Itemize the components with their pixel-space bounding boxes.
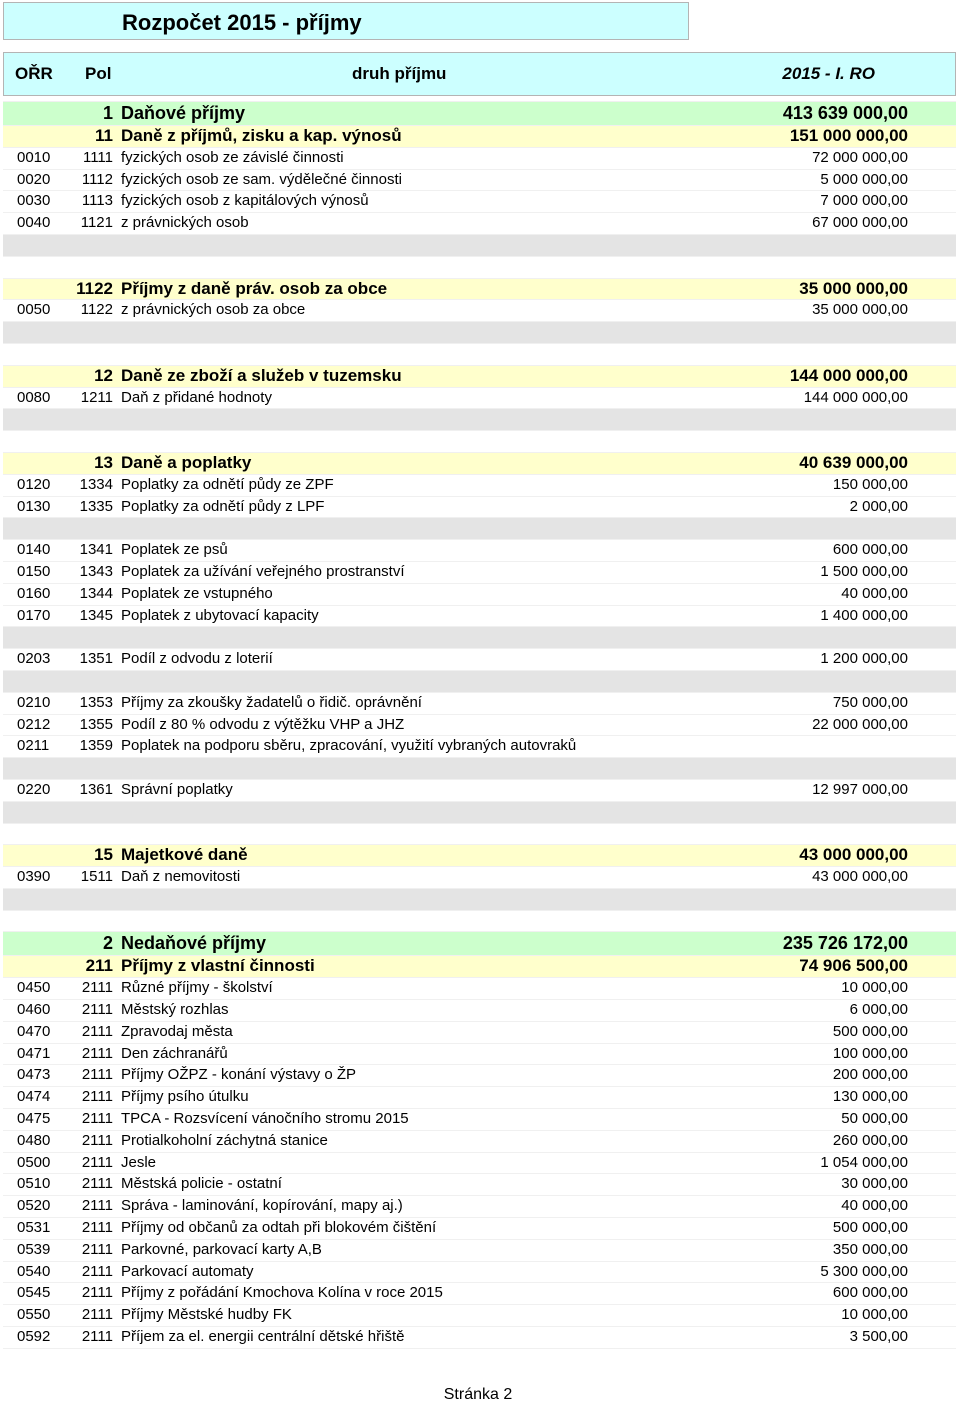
pol-cell: 2111 [81,1262,113,1280]
amount-cell: 2 000,00 [849,497,908,515]
pol-cell: 1343 [79,562,113,580]
table-row [3,475,956,497]
druh-cell: Městská policie - ostatní [121,1175,282,1193]
druh-cell: Městský rozhlas [121,1001,229,1019]
amount-cell: 35 000 000,00 [812,301,908,319]
amount-cell: 40 639 000,00 [799,452,908,472]
table-row [3,1065,956,1087]
amount-cell: 67 000 000,00 [812,214,908,232]
druh-cell: z právnických osob za obce [121,301,306,319]
separator-row [3,322,956,344]
druh-cell: Daně a poplatky [121,452,252,472]
ord-cell: 0520 [17,1197,51,1215]
druh-cell: Den záchranářů [121,1044,228,1062]
druh-cell: Příjmy z pořádání Kmochova Kolína v roce 2015 [121,1284,443,1302]
table-row [3,1283,956,1305]
ord-cell: 0212 [17,715,51,733]
amount-cell: 50 000,00 [841,1110,908,1128]
amount-cell: 10 000,00 [841,979,908,997]
druh-cell: TPCA - Rozsvícení vánočního stromu 2015 [121,1110,409,1128]
subtotal-row [3,453,956,475]
ord-cell: 0471 [17,1044,51,1062]
header-ro: 2015 - I. RO [782,64,875,83]
druh-cell: Správní poplatky [121,780,233,798]
pol-cell: 1122 [80,301,113,319]
druh-cell: Protialkoholní záchytná stanice [121,1131,328,1149]
druh-cell: Majetkové daně [121,845,248,865]
pol-cell: 1334 [79,475,113,493]
pol-cell: 2111 [81,979,113,997]
table-row [3,388,956,410]
ord-cell: 0539 [17,1240,51,1258]
druh-cell: Příjmy z daně práv. osob za obce [121,278,388,298]
amount-cell: 144 000 000,00 [789,365,908,385]
pol-cell: 1111 [82,148,113,166]
druh-cell: Podíl z odvodu z loterií [121,650,273,668]
druh-cell: Poplatek za užívání veřejného prostranství [121,562,405,580]
ord-cell: 0160 [17,584,51,602]
ord-cell: 0220 [17,780,51,798]
druh-cell: Příjmy od občanů za odtah při blokovém čištění [121,1219,437,1237]
page-title: Rozpočet 2015 - příjmy [122,10,362,35]
amount-cell: 5 300 000,00 [820,1262,908,1280]
header-druh: druh příjmu [352,64,447,83]
blank-row [3,911,956,933]
separator-row [3,889,956,911]
pol-cell: 1112 [81,170,113,188]
pol-cell: 15 [94,845,113,865]
druh-cell: fyzických osob ze sam. výdělečné činnosti [121,170,402,188]
druh-cell: Nedaňové příjmy [121,933,267,954]
table-row [3,584,956,606]
table-row [3,540,956,562]
amount-cell: 600 000,00 [832,541,908,559]
druh-cell: fyzických osob z kapitálových výnosů [121,192,369,210]
pol-cell: 2111 [81,1110,113,1128]
subtotal-row [3,366,956,388]
amount-cell: 40 000,00 [841,584,908,602]
header-ord: OŘR [15,64,53,83]
major-total-row [3,102,956,126]
table-row [3,867,956,889]
ord-cell: 0531 [17,1219,51,1237]
pol-cell: 2111 [81,1306,113,1324]
pol-cell: 1335 [79,497,113,515]
pol-cell: 2111 [81,1044,113,1062]
table-row [3,191,956,213]
pol-cell: 2111 [81,1219,113,1237]
druh-cell: Jesle [121,1153,157,1171]
table-row [3,497,956,519]
amount-cell: 3 500,00 [849,1328,908,1346]
amount-cell: 5 000 000,00 [820,170,908,188]
amount-cell: 500 000,00 [832,1022,908,1040]
amount-cell: 1 400 000,00 [820,606,908,624]
separator-row [3,235,956,257]
ord-cell: 0390 [17,868,51,886]
amount-cell: 151 000 000,00 [789,126,908,145]
ord-cell: 0170 [17,606,51,624]
table-row [3,213,956,235]
pol-cell: 13 [94,452,113,472]
druh-cell: Poplatek z ubytovací kapacity [121,606,319,624]
ord-cell: 0080 [17,388,51,406]
pol-cell: 1355 [79,715,113,733]
druh-cell: Příjmy z vlastní činnosti [121,956,315,976]
blank-row [3,824,956,846]
pol-cell: 2111 [81,1153,113,1171]
subtotal-row [3,956,956,978]
amount-cell: 750 000,00 [832,693,908,711]
amount-cell: 1 054 000,00 [820,1153,908,1171]
druh-cell: z právnických osob [121,214,249,232]
ord-cell: 0540 [17,1262,51,1280]
ord-cell: 0010 [17,148,51,166]
page-number: Stránka 2 [443,1386,513,1403]
pol-cell: 2111 [81,1022,113,1040]
ord-cell: 0050 [17,301,51,319]
ord-cell: 0460 [17,1001,51,1019]
separator-row [3,671,956,693]
pol-cell: 2111 [81,1175,113,1193]
druh-cell: Zpravodaj města [121,1022,233,1040]
header-pol: Pol [85,64,112,83]
amount-cell: 10 000,00 [841,1306,908,1324]
ord-cell: 0510 [17,1175,51,1193]
pol-cell: 2111 [81,1240,113,1258]
druh-cell: Různé příjmy - školství [121,979,273,997]
blank-row [3,431,956,453]
pol-cell: 1211 [80,388,113,406]
blank-row [3,257,956,279]
pol-cell: 1511 [80,868,113,886]
table-row [3,1153,956,1175]
amount-cell: 200 000,00 [832,1066,908,1084]
table-row [3,1022,956,1044]
amount-cell: 144 000 000,00 [803,388,908,406]
druh-cell: Poplatky za odnětí půdy ze ZPF [121,475,334,493]
druh-cell: Parkovné, parkovací karty A,B [121,1240,322,1258]
druh-cell: Poplatek ze psů [121,541,228,559]
table-row [3,715,956,737]
amount-cell: 1 500 000,00 [820,562,908,580]
pol-cell: 11 [95,126,113,145]
amount-cell: 600 000,00 [832,1284,908,1302]
table-row [3,1131,956,1153]
druh-cell: Příjem za el. energii centrální dětské hřiště [121,1328,405,1346]
amount-cell: 6 000,00 [849,1001,908,1019]
pol-cell: 1113 [81,192,113,210]
ord-cell: 0120 [17,475,51,493]
separator-row [3,758,956,780]
amount-cell: 235 726 172,00 [782,933,908,954]
druh-cell: Podíl z 80 % odvodu z výtěžku VHP a JHZ [121,715,405,733]
ord-cell: 0500 [17,1153,51,1171]
druh-cell: Příjmy psího útulku [121,1088,249,1106]
table-row [3,1044,956,1066]
table-row [3,148,956,170]
pol-cell: 1344 [79,584,113,602]
druh-cell: Daň z nemovitosti [121,868,241,886]
amount-cell: 12 997 000,00 [812,780,908,798]
table-row [3,1305,956,1327]
amount-cell: 260 000,00 [832,1131,908,1149]
table-row [3,1218,956,1240]
ord-cell: 0040 [17,214,51,232]
budget-table [3,96,956,1349]
ord-cell: 0592 [17,1328,51,1346]
pol-cell: 1 [102,103,113,123]
table-row [3,1327,956,1349]
table-row [3,1109,956,1131]
pol-cell: 1361 [79,780,113,798]
page-footer [0,1386,960,1404]
druh-cell: Daň z přidané hodnoty [121,388,272,406]
amount-cell: 100 000,00 [832,1044,908,1062]
ord-cell: 0450 [17,979,51,997]
ord-cell: 0475 [17,1110,51,1128]
ord-cell: 0030 [17,192,51,210]
pol-cell: 1341 [79,541,113,559]
pol-cell: 12 [94,365,113,385]
amount-cell: 350 000,00 [832,1240,908,1258]
ord-cell: 0020 [17,170,51,188]
amount-cell: 150 000,00 [832,475,908,493]
druh-cell: Daně z příjmů, zisku a kap. výnosů [121,126,402,145]
table-row [3,300,956,322]
pol-cell: 2111 [81,1197,113,1215]
pol-cell: 2111 [81,1328,113,1346]
table-row [3,736,956,758]
amount-cell: 30 000,00 [841,1175,908,1193]
druh-cell: Poplatek na podporu sběru, zpracování, využití vybraných autovraků [121,737,577,755]
table-row [3,170,956,192]
amount-cell: 74 906 500,00 [799,956,908,976]
table-row [3,1240,956,1262]
amount-cell: 22 000 000,00 [812,715,908,733]
separator-row [3,409,956,431]
druh-cell: Poplatky za odnětí půdy z LPF [121,497,325,515]
pol-cell: 2111 [81,1088,113,1106]
druh-cell: Příjmy OŽPZ - konání výstavy o ŽP [121,1066,357,1084]
blank-row [3,344,956,366]
table-row [3,1262,956,1284]
druh-cell: Daňové příjmy [121,103,246,123]
ord-cell: 0140 [17,541,51,559]
pol-cell: 1351 [79,650,113,668]
subtotal-row [3,279,956,301]
amount-cell: 7 000 000,00 [820,192,908,210]
amount-cell: 130 000,00 [832,1088,908,1106]
amount-cell: 413 639 000,00 [782,103,908,123]
amount-cell: 40 000,00 [841,1197,908,1215]
pol-cell: 1353 [79,693,113,711]
druh-cell: Poplatek ze vstupného [121,584,273,602]
table-row [3,780,956,802]
ord-cell: 0130 [17,497,51,515]
ord-cell: 0150 [17,562,51,580]
pol-cell: 211 [85,956,113,976]
druh-cell: Správa - laminování, kopírování, mapy aj.) [121,1197,403,1215]
pol-cell: 2111 [81,1001,113,1019]
ord-cell: 0474 [17,1088,51,1106]
subtotal-row [3,845,956,867]
ord-cell: 0210 [17,693,51,711]
title-box [3,2,689,40]
major-total-row [3,932,956,956]
ord-cell: 0203 [17,650,51,668]
separator-row [3,518,956,540]
ord-cell: 0470 [17,1022,51,1040]
druh-cell: fyzických osob ze závislé činnosti [121,148,344,166]
table-row [3,693,956,715]
druh-cell: Příjmy Městské hudby FK [121,1306,292,1324]
pol-cell: 1359 [79,737,113,755]
separator-row [3,627,956,649]
ord-cell: 0480 [17,1131,51,1149]
pol-cell: 2111 [81,1131,113,1149]
table-row [3,1196,956,1218]
amount-cell: 35 000 000,00 [799,278,908,298]
table-row [3,562,956,584]
table-row [3,1000,956,1022]
subtotal-row [3,126,956,148]
ord-cell: 0545 [17,1284,51,1302]
separator-row [3,802,956,824]
ord-cell: 0211 [17,737,50,755]
pol-cell: 1345 [79,606,113,624]
table-header [3,52,956,96]
pol-cell: 1121 [80,214,113,232]
ord-cell: 0550 [17,1306,51,1324]
druh-cell: Daně ze zboží a služeb v tuzemsku [121,365,402,385]
table-row [3,606,956,628]
amount-cell: 43 000 000,00 [799,845,908,865]
table-row [3,1174,956,1196]
pol-cell: 2111 [81,1284,113,1302]
table-row [3,649,956,671]
amount-cell: 43 000 000,00 [812,868,908,886]
druh-cell: Příjmy za zkoušky žadatelů o řidič. oprávnění [121,693,422,711]
druh-cell: Parkovací automaty [121,1262,254,1280]
ord-cell: 0473 [17,1066,51,1084]
amount-cell: 1 200 000,00 [820,650,908,668]
pol-cell: 2 [102,933,113,954]
pol-cell: 2111 [81,1066,113,1084]
table-row [3,978,956,1000]
table-row [3,1087,956,1109]
amount-cell: 500 000,00 [832,1219,908,1237]
pol-cell: 1122 [76,278,113,298]
amount-cell: 72 000 000,00 [812,148,908,166]
